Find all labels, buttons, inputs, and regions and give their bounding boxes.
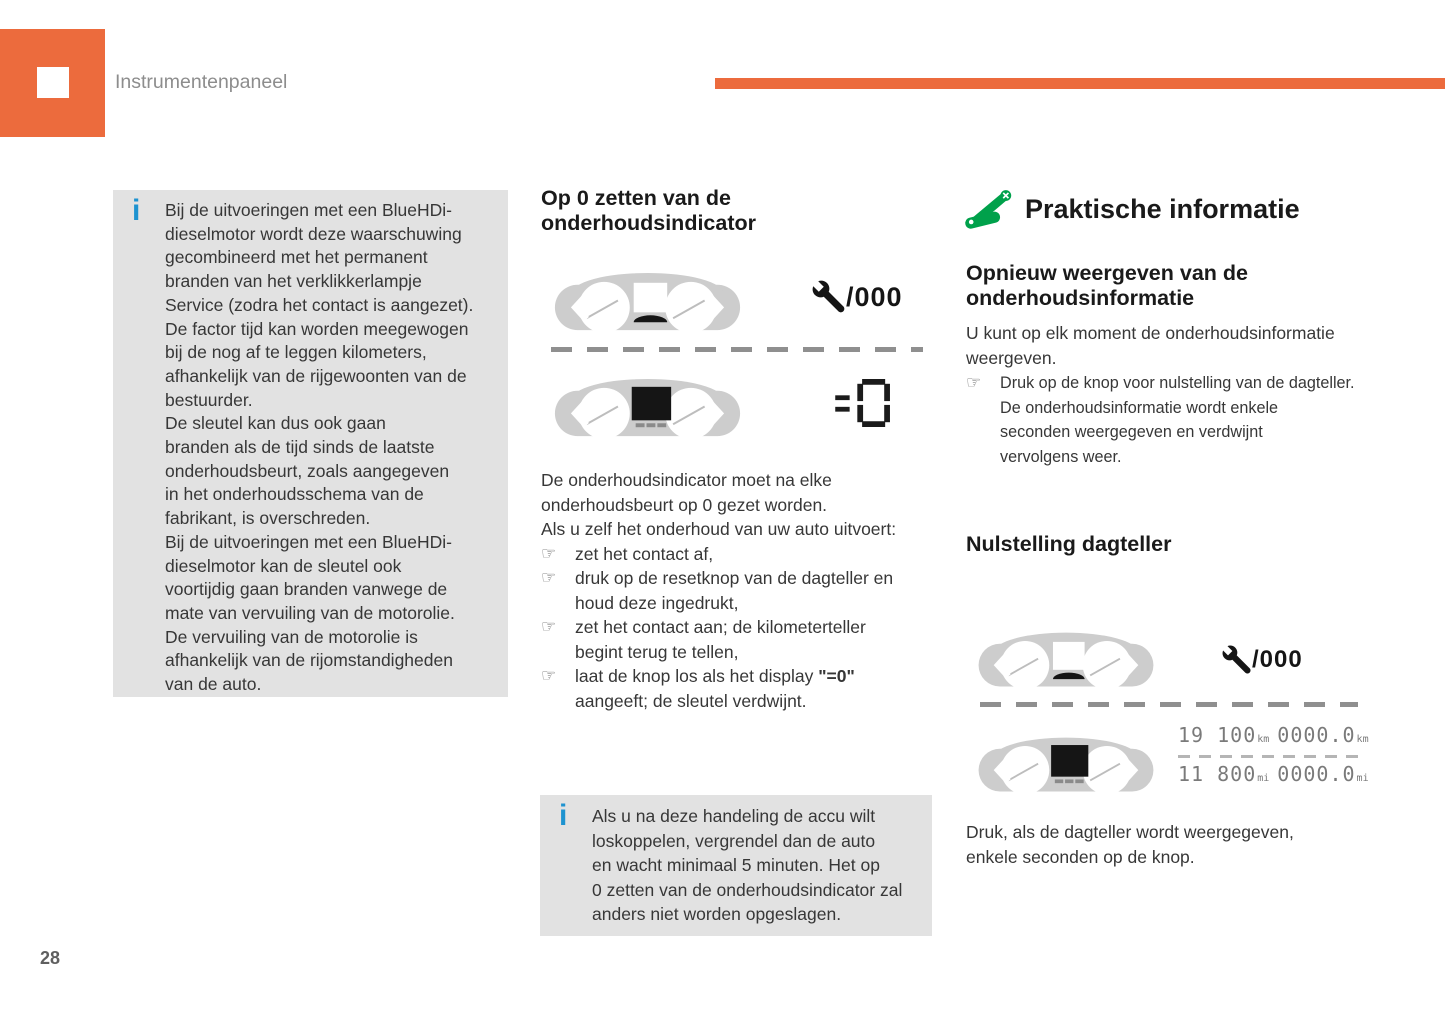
subheading-trip-reset: Nulstelling dagteller — [966, 532, 1172, 556]
pointing-hand-icon: ☞ — [541, 617, 557, 636]
unit-km: km — [1356, 734, 1369, 745]
instrument-cluster-icon — [973, 621, 1159, 700]
bullet-text-bold: "=0" — [818, 666, 855, 686]
service-wrench-indicator — [812, 280, 903, 314]
pointing-hand-icon: ☞ — [541, 666, 557, 685]
header-rule — [715, 78, 1445, 89]
unit-mi: mi — [1356, 773, 1369, 784]
section-title: Instrumentenpaneel — [115, 71, 288, 93]
service-wrench-indicator — [1222, 645, 1303, 675]
service-counter-label: /000 — [846, 281, 903, 312]
figure-divider — [980, 702, 1358, 707]
instrument-cluster-icon — [549, 260, 746, 345]
middle-column-heading: Op 0 zetten van de onderhoudsindicator — [541, 186, 756, 235]
trip-mi: 0000.0 — [1277, 762, 1356, 786]
list-item: ☞ Druk op de knop voor nulstelling van de dagteller. De onderhoudsinformatie wordt enkele seconden weergegeven en verdwijnt vervolgens weer. — [966, 373, 1355, 466]
list-item: ☞ zet het contact af, — [541, 542, 941, 567]
odometer-display — [1178, 724, 1369, 790]
info-note-box — [540, 795, 932, 936]
swiss-knife-icon — [964, 186, 1014, 232]
page-number: 28 — [40, 948, 61, 968]
info-icon: i — [559, 799, 568, 832]
chapter-tab — [0, 29, 105, 137]
odometer-mi-total: 11 800 — [1178, 762, 1257, 786]
wrench-icon — [1222, 645, 1252, 675]
list-item — [541, 664, 941, 713]
info-note-box — [113, 190, 508, 697]
info-note-text: Als u na deze handeling de accu wilt loskoppelen, vergrendel dan de auto en wacht minimaal 5 minuten. Het op 0 zetten van de onderhoudsindicator zal anders niet worden opgeslagen. — [592, 806, 903, 925]
instrument-cluster-display-icon — [549, 366, 746, 451]
figure-divider — [551, 347, 923, 352]
list-item: ☞ zet het contact aan; de kilometerteller begint terug te tellen, — [541, 617, 866, 662]
odometer-km-total: 19 100 — [1178, 723, 1257, 747]
middle-body — [541, 468, 941, 713]
pointing-hand-icon: ☞ — [541, 568, 557, 587]
seven-segment-reset-display — [835, 379, 895, 427]
lcd-divider — [1178, 755, 1366, 758]
list-item: ☞ druk op de resetknop van de dagteller en houd deze ingedrukt, — [541, 568, 894, 613]
odometer-line-km — [1178, 724, 1369, 751]
bullet-text-post: aangeeft; de sleutel verdwijnt. — [575, 690, 807, 711]
bullet-text-pre: laat de knop los als het display — [575, 666, 819, 686]
right-para-2: Druk, als de dagteller wordt weergegeven, enkele seconden op de knop. — [966, 822, 1294, 867]
pointing-hand-icon: ☞ — [966, 373, 982, 392]
chapter-tab-square-icon — [37, 67, 69, 98]
wrench-icon — [812, 280, 846, 314]
odometer-line-mi — [1178, 763, 1369, 790]
service-counter-label: /000 — [1252, 646, 1303, 673]
subheading-redisplay: Opnieuw weergeven van de onderhoudsinformatie — [966, 261, 1248, 310]
pointing-hand-icon: ☞ — [541, 543, 557, 563]
info-icon: i — [132, 194, 141, 227]
info-note-text: Bij de uitvoeringen met een BlueHDi- dieselmotor wordt deze waarschuwing gecombineerd met het permanent branden van het verklikkerlampje Service (zodra het contact is aangezet). De factor tijd kan worden meegewogen bij de nog af te leggen kilometers, afhankelijk van de rijgewoonten van de bestuurder. De sleutel kan dus ook gaan branden als de tijd sinds de laatste onderhoudsbeurt, zoals aangegeven in het onderhoudsschema van de fabrikant, is overschreden. Bij de uitvoeringen met een BlueHDi- dieselmotor kan de sleutel ook voortijdig gaan branden vanwege de mate van vervuiling van de motorolie. De vervuiling van de motorolie is afhankelijk van de rijomstandigheden van de auto. — [165, 200, 474, 695]
right-column-title: Praktische informatie — [1025, 194, 1300, 224]
unit-mi: mi — [1257, 773, 1270, 784]
middle-intro: De onderhoudsindicator moet na elke onderhoudsbeurt op 0 gezet worden. Als u zelf het onderhoud van uw auto uitvoert: — [541, 470, 897, 539]
right-para-1: U kunt op elk moment de onderhoudsinformatie weergeven. — [966, 323, 1335, 368]
trip-km: 0000.0 — [1277, 723, 1356, 747]
instrument-cluster-display-icon — [973, 726, 1159, 805]
unit-km: km — [1257, 734, 1270, 745]
